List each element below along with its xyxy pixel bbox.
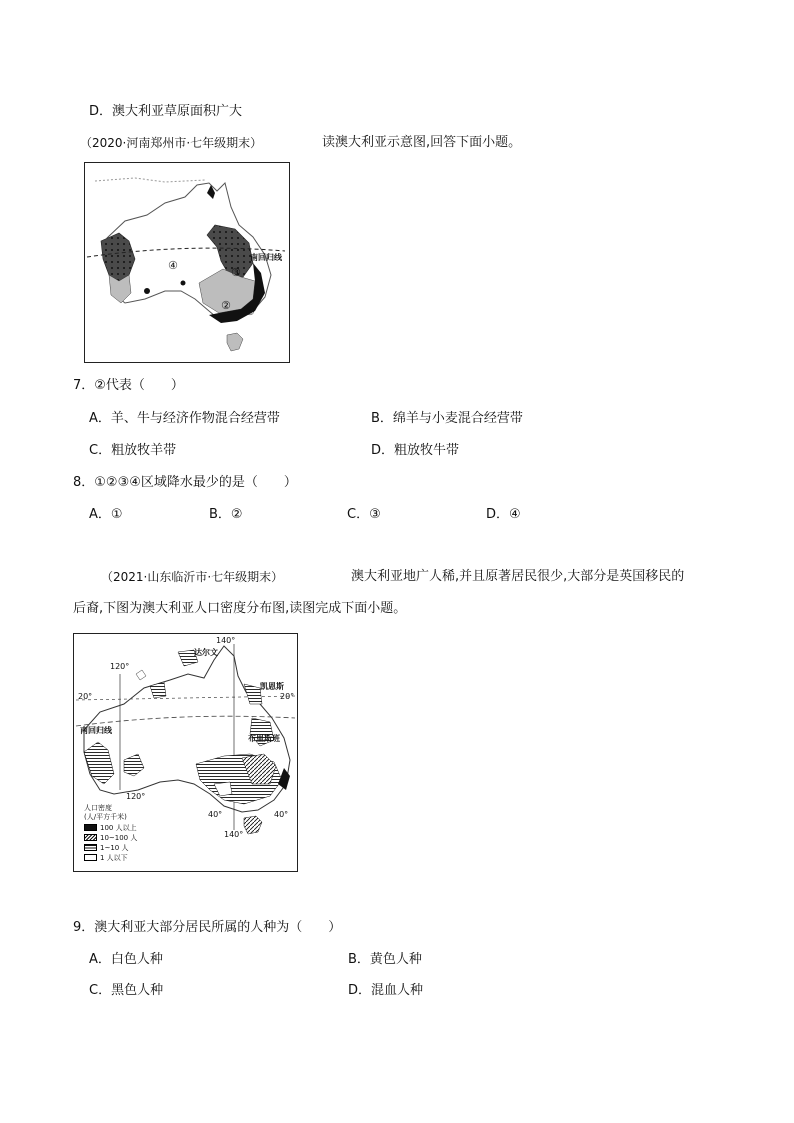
- legend-title-2: (人/平方千米): [84, 813, 127, 821]
- legend-item-below-1: [84, 853, 128, 862]
- q9-stem: 9．澳大利亚大部分居民所属的人种为（ ）: [73, 920, 342, 935]
- q8-option-c: C．③: [347, 507, 381, 522]
- map2-city-cairns: 凯恩斯: [260, 682, 284, 691]
- q9-option-c: C．黑色人种: [89, 983, 164, 998]
- q9-option-b: B．黄色人种: [348, 952, 422, 967]
- legend-item-1-10: [84, 843, 128, 852]
- q7-option-c: C．粗放牧羊带: [89, 443, 177, 458]
- map2-lon-140-bottom: 140°: [224, 830, 244, 839]
- q6-option-d: D．澳大利亚草原面积广大: [89, 104, 243, 119]
- australia-agriculture-map: [84, 162, 290, 363]
- map2-lat-40-right: 40°: [274, 810, 289, 819]
- section1-source: （2020·河南郑州市·七年级期末）: [80, 136, 263, 150]
- q9-option-d: D．混血人种: [348, 983, 424, 998]
- map2-lon-120-bottom: 120°: [126, 792, 146, 801]
- map2-city-brisbane: 布里斯班: [248, 734, 280, 743]
- legend-label: 100 人以上: [100, 823, 137, 832]
- australia-agriculture-map-svg: [85, 163, 289, 362]
- q7-option-a: A．羊、牛与经济作物混合经营带: [89, 411, 280, 426]
- legend-label: 10~100 人: [100, 833, 138, 842]
- q9-option-a: A．白色人种: [89, 952, 163, 967]
- map2-lon-120-top: 120°: [110, 662, 130, 671]
- map2-lon-140-top: 140°: [216, 636, 236, 645]
- map2-tropic: 南回归线: [80, 726, 112, 735]
- map2-lat-40-left: 40°: [208, 810, 223, 819]
- map1-label-1: ①: [245, 305, 255, 318]
- map1-label-tropic: 南回归线: [250, 253, 282, 262]
- section1-intro: 读澳大利亚示意图,回答下面小题。: [322, 135, 522, 150]
- q7-stem: 7．②代表（ ）: [73, 378, 184, 393]
- legend-label: 1 人以下: [100, 853, 128, 862]
- map1-label-2: ②: [221, 299, 231, 312]
- legend-swatch-horizontal: [84, 844, 97, 851]
- q8-option-b: B．②: [209, 507, 243, 522]
- legend-swatch-diagonal: [84, 834, 97, 841]
- section2-intro-line1: 澳大利亚地广人稀,并且原著居民很少,大部分是英国移民的: [351, 569, 685, 584]
- q7-option-d: D．粗放牧牛带: [371, 443, 460, 458]
- legend-label: 1~10 人: [100, 843, 129, 852]
- map2-lat-20-right: 20°: [280, 692, 295, 701]
- q8-stem: 8．①②③④区域降水最少的是（ ）: [73, 475, 297, 490]
- australia-population-map: [73, 633, 298, 872]
- map1-label-4: ④: [168, 259, 178, 272]
- map1-label-3: ③: [231, 266, 241, 279]
- q7-option-b: B．绵羊与小麦混合经营带: [371, 411, 523, 426]
- map2-lat-20-left: 20°: [78, 692, 93, 701]
- section2-source: （2021·山东临沂市·七年级期末）: [101, 570, 284, 584]
- q8-option-d: D．④: [486, 507, 521, 522]
- legend-swatch-white: [84, 854, 97, 861]
- section2-intro-line2: 后裔,下图为澳大利亚人口密度分布图,读图完成下面小题。: [73, 601, 407, 616]
- legend-item-100-plus: [84, 823, 137, 832]
- legend-swatch-black: [84, 824, 97, 831]
- legend-title-1: 人口密度: [84, 804, 112, 812]
- q8-option-a: A．①: [89, 507, 123, 522]
- map2-city-darwin: 达尔文: [194, 648, 218, 657]
- legend-item-10-100: [84, 833, 137, 842]
